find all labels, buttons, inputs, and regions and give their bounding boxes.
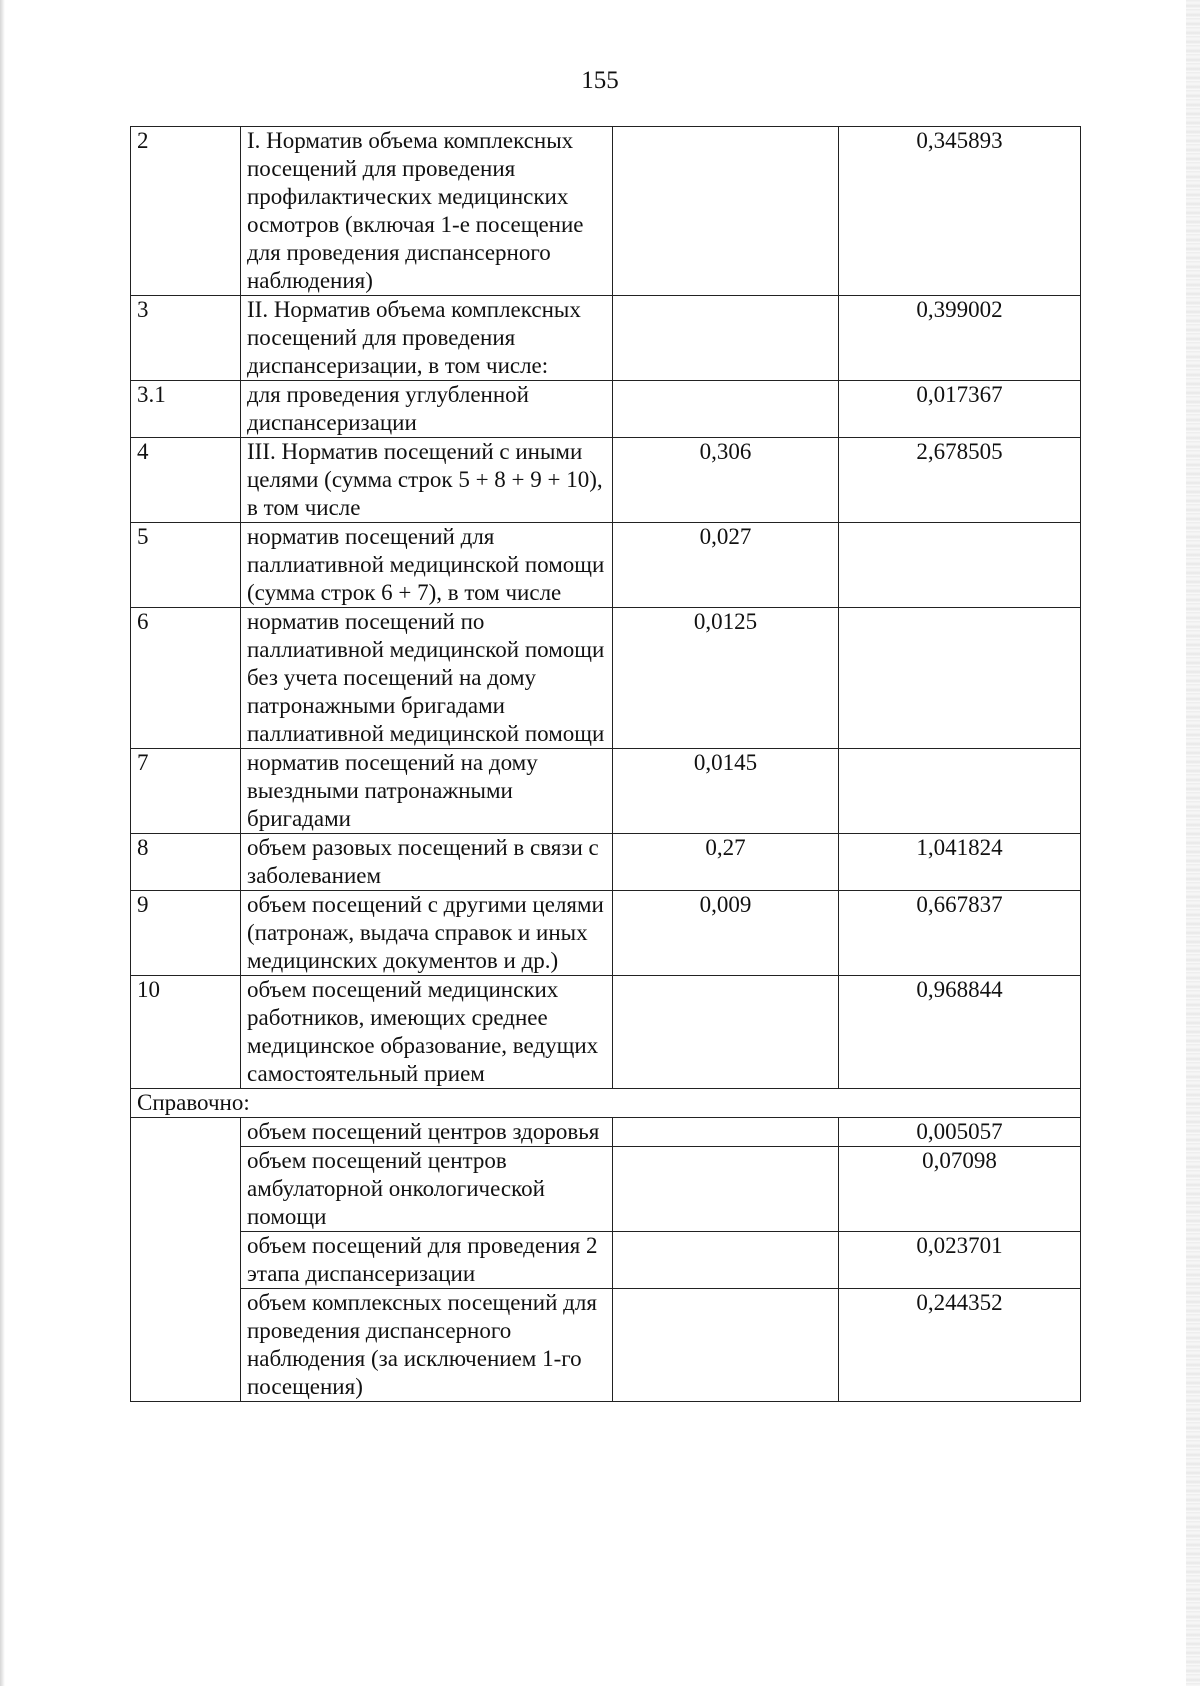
row-name: объем разовых посещений в связи с заболеванием xyxy=(241,834,613,891)
reference-row xyxy=(131,1289,1081,1402)
table-row xyxy=(131,438,1081,523)
reference-row xyxy=(131,1118,1081,1147)
row-value-1: 0,009 xyxy=(613,891,839,976)
reference-row-name: объем комплексных посещений для проведения диспансерного наблюдения (за исключением 1-го посещения) xyxy=(241,1289,613,1402)
row-value-2: 0,667837 xyxy=(839,891,1081,976)
row-value-1 xyxy=(613,381,839,438)
row-value-2: 0,017367 xyxy=(839,381,1081,438)
row-value-2: 2,678505 xyxy=(839,438,1081,523)
row-name: I. Норматив объема комплексных посещений для проведения профилактических медицинских осмотров (включая 1-е посещение для проведения диспансерного наблюдения) xyxy=(241,127,613,296)
reference-row-name: объем посещений для проведения 2 этапа диспансеризации xyxy=(241,1232,613,1289)
scan-edge-left xyxy=(0,0,5,1686)
reference-row-value-2: 0,244352 xyxy=(839,1289,1081,1402)
row-number: 4 xyxy=(131,438,241,523)
row-value-1: 0,27 xyxy=(613,834,839,891)
row-value-1: 0,027 xyxy=(613,523,839,608)
row-value-2: 0,968844 xyxy=(839,976,1081,1089)
reference-row-value-2: 0,023701 xyxy=(839,1232,1081,1289)
row-value-2: 1,041824 xyxy=(839,834,1081,891)
table-row xyxy=(131,523,1081,608)
reference-header-row xyxy=(131,1089,1081,1118)
row-value-2: 0,345893 xyxy=(839,127,1081,296)
row-value-1 xyxy=(613,296,839,381)
row-value-2 xyxy=(839,523,1081,608)
table-row xyxy=(131,976,1081,1089)
row-number: 5 xyxy=(131,523,241,608)
reference-label: Справочно: xyxy=(131,1089,1081,1118)
table-row xyxy=(131,296,1081,381)
row-name: норматив посещений для паллиативной медицинской помощи (сумма строк 6 + 7), в том числе xyxy=(241,523,613,608)
row-value-2 xyxy=(839,749,1081,834)
row-value-1: 0,0125 xyxy=(613,608,839,749)
table-row xyxy=(131,127,1081,296)
row-name: объем посещений медицинских работников, имеющих среднее медицинское образование, ведущих самостоятельный прием xyxy=(241,976,613,1089)
table-row xyxy=(131,381,1081,438)
reference-row-value-1 xyxy=(613,1147,839,1232)
reference-row-name: объем посещений центров амбулаторной онкологической помощи xyxy=(241,1147,613,1232)
scan-edge-right xyxy=(1186,0,1200,1686)
row-number: 6 xyxy=(131,608,241,749)
table-row xyxy=(131,608,1081,749)
row-name: норматив посещений на дому выездными патронажными бригадами xyxy=(241,749,613,834)
row-number: 3 xyxy=(131,296,241,381)
reference-row-value-1 xyxy=(613,1289,839,1402)
row-value-2 xyxy=(839,608,1081,749)
reference-row-value-1 xyxy=(613,1232,839,1289)
row-value-2: 0,399002 xyxy=(839,296,1081,381)
row-name: для проведения углубленной диспансеризации xyxy=(241,381,613,438)
table-row xyxy=(131,834,1081,891)
norms-table xyxy=(130,126,1081,1402)
row-number: 2 xyxy=(131,127,241,296)
reference-row-value-1 xyxy=(613,1118,839,1147)
row-name: III. Норматив посещений с иными целями (сумма строк 5 + 8 + 9 + 10), в том числе xyxy=(241,438,613,523)
row-value-1: 0,0145 xyxy=(613,749,839,834)
row-number: 8 xyxy=(131,834,241,891)
reference-row xyxy=(131,1147,1081,1232)
table-row xyxy=(131,749,1081,834)
table-row xyxy=(131,891,1081,976)
row-value-1: 0,306 xyxy=(613,438,839,523)
row-number: 10 xyxy=(131,976,241,1089)
reference-row-value-2: 0,005057 xyxy=(839,1118,1081,1147)
row-name: норматив посещений по паллиативной медицинской помощи без учета посещений на дому патронажными бригадами паллиативной медицинской помощи xyxy=(241,608,613,749)
row-value-1 xyxy=(613,976,839,1089)
row-number: 3.1 xyxy=(131,381,241,438)
page-number: 155 xyxy=(581,67,619,94)
reference-row-name: объем посещений центров здоровья xyxy=(241,1118,613,1147)
row-number: 7 xyxy=(131,749,241,834)
reference-row xyxy=(131,1232,1081,1289)
row-name: объем посещений с другими целями (патронаж, выдача справок и иных медицинских документов и др.) xyxy=(241,891,613,976)
row-number: 9 xyxy=(131,891,241,976)
reference-row-value-2: 0,07098 xyxy=(839,1147,1081,1232)
row-name: II. Норматив объема комплексных посещений для проведения диспансеризации, в том числе: xyxy=(241,296,613,381)
row-value-1 xyxy=(613,127,839,296)
reference-blank-cell xyxy=(131,1118,241,1402)
